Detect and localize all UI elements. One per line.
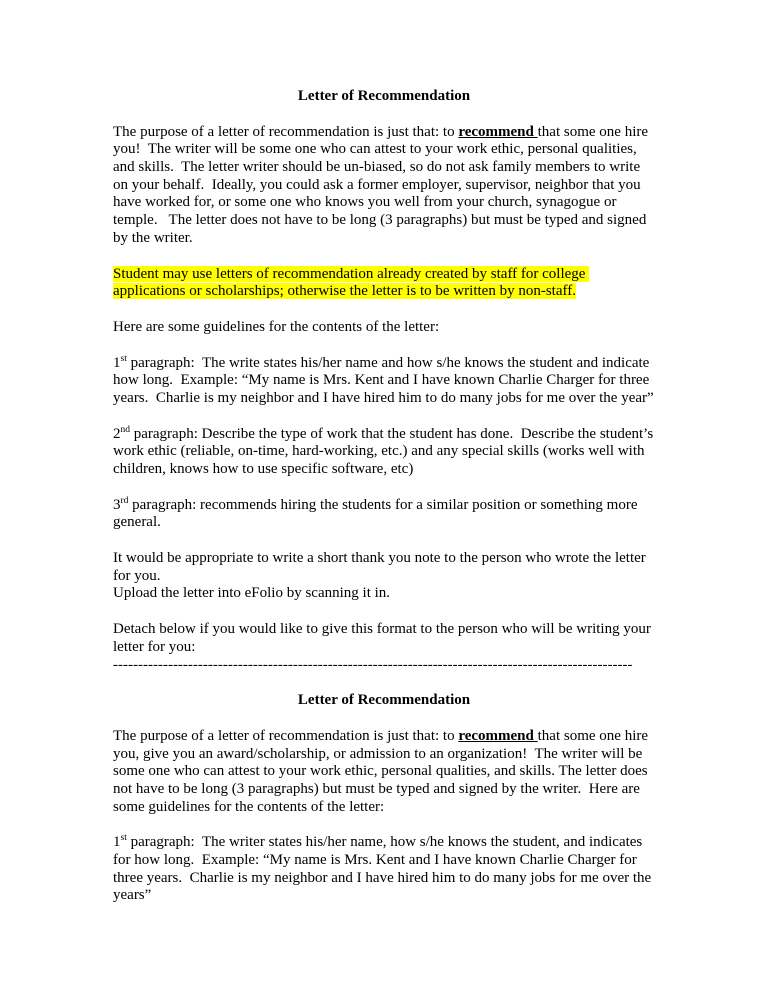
paragraph-guidelines-intro: Here are some guidelines for the contents of the letter: (113, 318, 440, 335)
second-guideline-text: paragraph: Describe the type of work that the student has done. Describe the student’s work ethic (reliable, on-time, hard-working, etc.) and any special skills (works well with children, knows how to use specific software, etc) (113, 425, 657, 477)
third-guideline-text: paragraph: recommends hiring the students for a similar position or something more general. (113, 496, 642, 531)
first-guideline-ordinal: st (120, 353, 127, 364)
thankyou-note-text: It would be appropriate to write a short thank you note to the person who wrote the letter for you. (113, 550, 650, 584)
paragraph-highlighted-note (113, 266, 655, 301)
highlighted-text: Student may use letters of recommendation already created by staff for college applications or scholarships; otherwise the letter is to be written by non-staff. (113, 265, 590, 300)
paragraph-thankyou-upload (113, 550, 655, 603)
upload-efolio-text: Upload the letter into eFolio by scanning it in. (113, 585, 391, 602)
document-title-top: Letter of Recommendation (297, 88, 471, 104)
intro1-after-text: that some one hire you! The writer will be some one who can attest to your work ethic, personal qualities, and skills. The letter writer should be un-biased, so do not ask family members to write on your behalf. Ideally, you could ask a former employer, supervisor, neighbor that you have worked for, or some one who knows you well from your church, synagogue or temple. The letter does not have to be long (3 paragraphs) but must be typed and signed by the writer. (113, 123, 652, 246)
intro2-emphasis-recommend: recommend (458, 727, 538, 744)
third-guideline-number: 3 (113, 496, 121, 513)
paragraph-first-guideline (113, 355, 655, 408)
paragraph-detach-note: Detach below if you would like to give this format to the person who will be writing your letter for you: (113, 621, 655, 655)
intro2-after-text: that some one hire you, give you an award/scholarship, or admission to an organization! The writer will be some one who can attest to your work ethic, personal qualities, and skills. The letter does not have to be long (3 paragraphs) but must be typed and signed by the writer. Here are some guidelines for the contents of the letter: (113, 727, 652, 815)
intro1-before-text: The purpose of a letter of recommendation is just that: to (113, 123, 459, 140)
intro2-before-text: The purpose of a letter of recommendation is just that: to (113, 727, 459, 744)
first-guideline-bottom-ordinal: st (120, 833, 127, 844)
second-guideline-number: 2 (113, 425, 121, 442)
first-guideline-bottom-number: 1 (113, 834, 121, 851)
first-guideline-bottom-text: paragraph: The writer states his/her name, how s/he knows the student, and indicates for how long. Example: “My name is Mrs. Kent and I have known Charlie Charger for three years. Charlie is my neighbor and I have hired him to do many jobs for me over the years” (113, 834, 655, 904)
third-guideline-ordinal: rd (120, 495, 129, 506)
document-title-bottom: Letter of Recommendation (297, 692, 471, 709)
first-guideline-text: paragraph: The write states his/her name and how s/he knows the student and indicate how long. Example: “My name is Mrs. Kent and I have known Charlie Charger for three years. Charlie is my neighbor and I have hired him to do many jobs for me over the year” (113, 354, 654, 406)
intro1-emphasis-recommend: recommend (458, 123, 538, 140)
first-guideline-number: 1 (113, 354, 121, 371)
tear-off-divider-dashes: -------------------------------------------------------------------------------------------------------- (113, 656, 633, 673)
paragraph-intro-2 (113, 728, 655, 816)
paragraph-second-guideline (113, 426, 655, 479)
paragraph-first-guideline-bottom (113, 834, 655, 905)
paragraph-third-guideline (113, 497, 655, 532)
second-guideline-ordinal: nd (120, 424, 130, 435)
paragraph-intro-1 (113, 124, 655, 248)
